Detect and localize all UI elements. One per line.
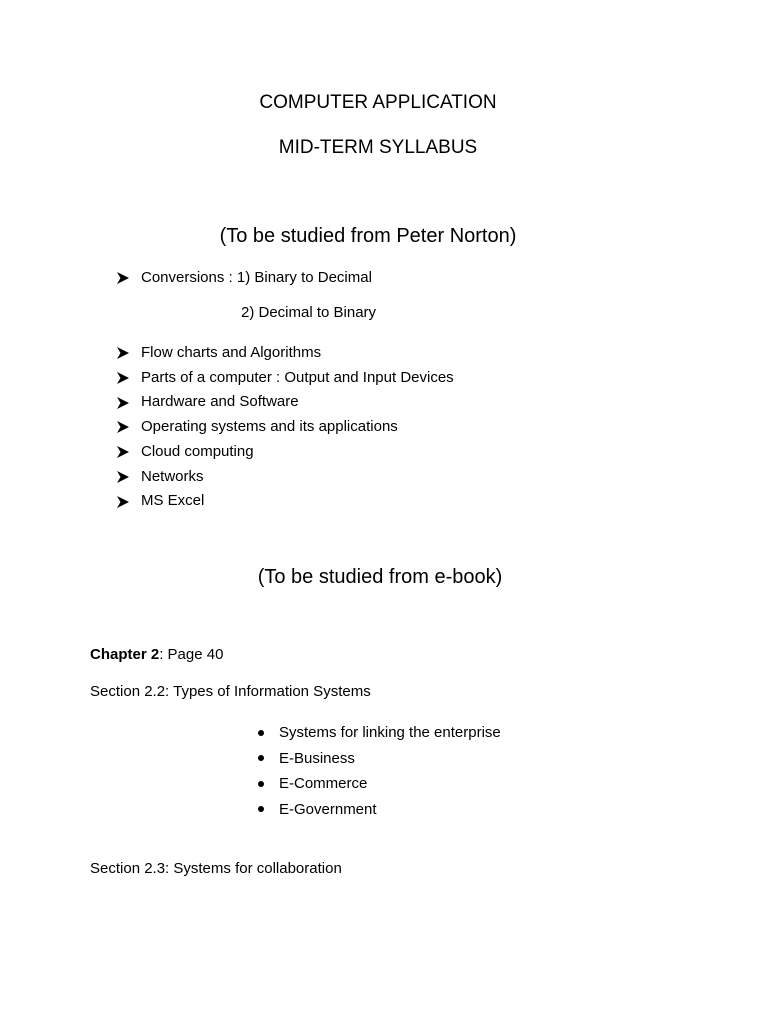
- arrowhead-bullet-icon: [116, 420, 130, 434]
- list-item-label: E-Government: [279, 800, 377, 818]
- arrowhead-bullet-icon: [116, 271, 130, 285]
- list-item-label: Hardware and Software: [141, 393, 299, 411]
- list-item: [258, 797, 501, 823]
- list-item-label: E-Business: [279, 749, 355, 767]
- part2-source-heading: (To be studied from e-book): [257, 566, 503, 588]
- list-item-label: Flow charts and Algorithms: [141, 344, 322, 361]
- list-item-label: MS Excel: [141, 492, 205, 510]
- round-bullet-icon: [258, 806, 264, 812]
- section-heading-2-3: Section 2.3: Systems for collaboration: [90, 860, 342, 877]
- list-item: [116, 390, 454, 415]
- list-item: [116, 341, 454, 366]
- conversions-list: [116, 266, 372, 291]
- round-bullet-icon: [258, 730, 264, 736]
- information-systems-list: [258, 720, 501, 822]
- chapter-reference: [90, 646, 223, 663]
- chapter-page: : Page 40: [159, 646, 224, 663]
- list-item: [258, 771, 501, 797]
- chapter-label: Chapter 2: [90, 646, 160, 663]
- document-title: COMPUTER APPLICATION: [259, 92, 497, 113]
- list-item: [116, 465, 454, 490]
- arrowhead-bullet-icon: [116, 495, 130, 509]
- arrowhead-bullet-icon: [116, 371, 130, 385]
- list-item-label: Systems for linking the enterprise: [279, 724, 501, 741]
- arrowhead-bullet-icon: [116, 396, 130, 410]
- list-item-label: Operating systems and its applications: [141, 418, 398, 436]
- list-item-label: Networks: [141, 467, 204, 485]
- list-item: [116, 415, 454, 440]
- conversions-subline: 2) Decimal to Binary: [241, 304, 377, 321]
- list-item: [258, 720, 501, 746]
- list-item: [116, 366, 454, 391]
- list-item: [116, 440, 454, 465]
- list-item: [116, 489, 454, 514]
- list-item-label: Conversions : 1) Binary to Decimal: [141, 269, 372, 286]
- round-bullet-icon: [258, 781, 264, 787]
- topics-list: [116, 341, 454, 514]
- list-item: [116, 266, 372, 291]
- list-item: [258, 746, 501, 772]
- document-subtitle: MID-TERM SYLLABUS: [278, 137, 478, 158]
- arrowhead-bullet-icon: [116, 346, 130, 360]
- list-item-label: Parts of a computer : Output and Input Devices: [141, 368, 454, 386]
- list-item-label: E-Commerce: [279, 775, 368, 792]
- list-item-label: Cloud computing: [141, 442, 254, 460]
- part1-source-heading: (To be studied from Peter Norton): [219, 225, 517, 247]
- arrowhead-bullet-icon: [116, 445, 130, 459]
- round-bullet-icon: [258, 755, 264, 761]
- section-heading-2-2: Section 2.2: Types of Information Systems: [90, 683, 371, 700]
- arrowhead-bullet-icon: [116, 470, 130, 484]
